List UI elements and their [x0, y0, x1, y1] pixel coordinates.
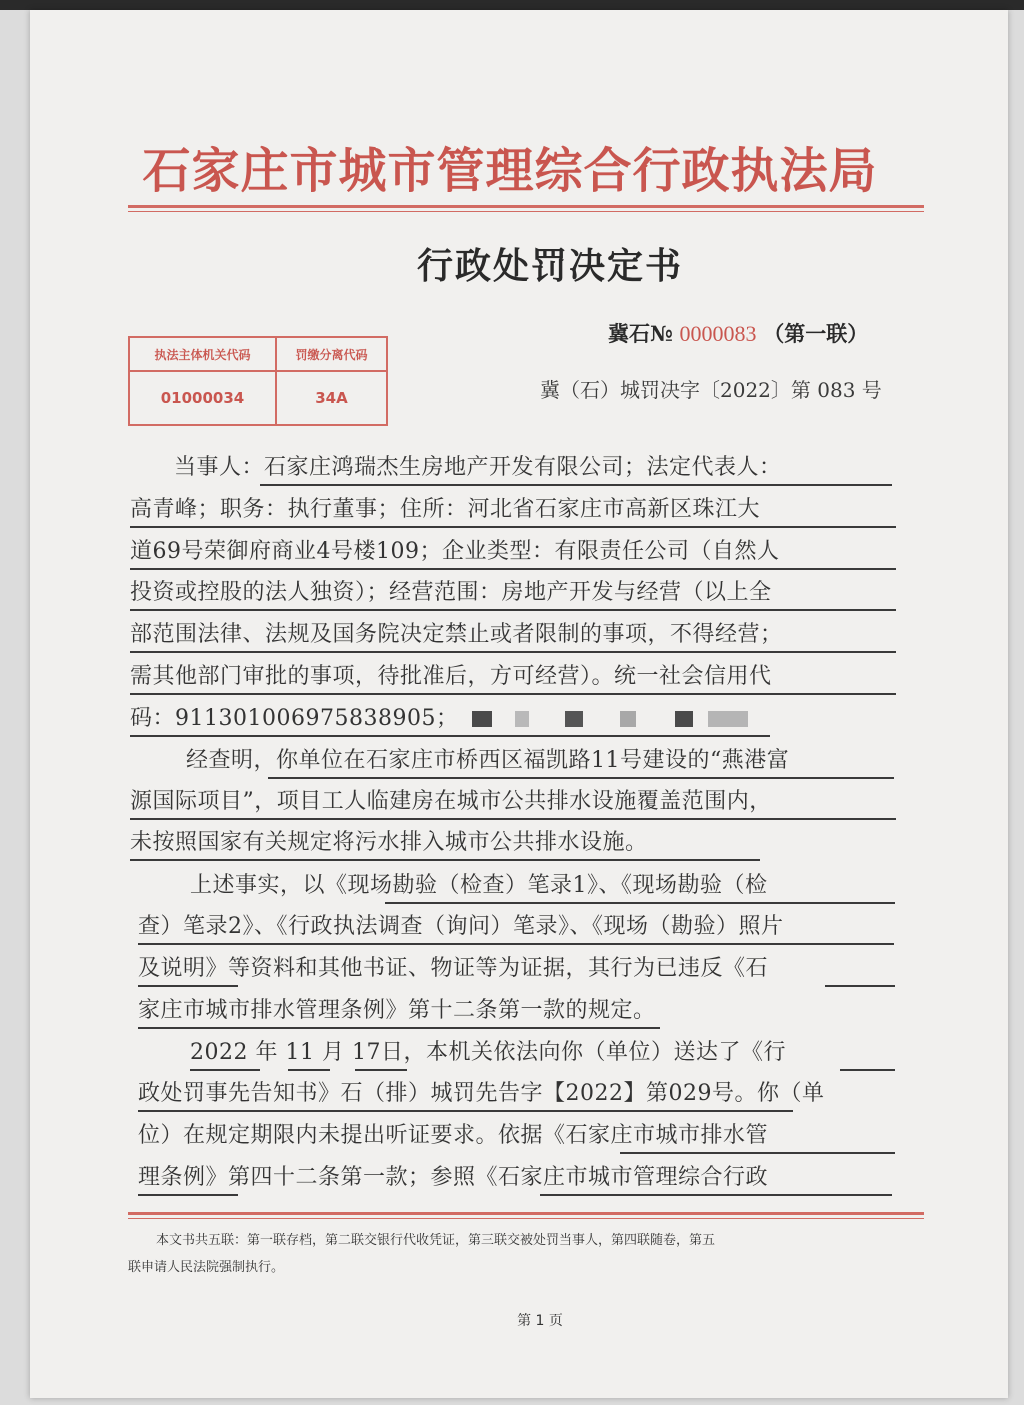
body-line: 道69号荣御府商业4号楼109；企业类型：有限责任公司（自然人 — [130, 539, 780, 564]
body-line: 位）在规定期限内未提出听证要求。依据《石家庄市城市排水管 — [138, 1123, 769, 1148]
body-line: 高青峰；职务：执行董事；住所：河北省石家庄市高新区珠江大 — [130, 497, 761, 522]
underline — [130, 568, 896, 570]
letterhead-rule-thick — [128, 205, 924, 208]
fine-code-label: 罚缴分离代码 — [276, 337, 387, 371]
underline — [620, 1152, 895, 1154]
underline — [130, 735, 770, 737]
underline — [385, 902, 895, 904]
bureau-name: 石家庄市城市管理综合行政执法局 — [142, 143, 878, 199]
underline — [130, 609, 896, 611]
redaction-mark — [565, 711, 583, 727]
body-line: 未按照国家有关规定将污水排入城市公共排水设施。 — [130, 830, 648, 855]
underline — [190, 1069, 260, 1071]
serial-prefix: 冀石№ — [608, 321, 673, 346]
underline — [138, 985, 238, 987]
underline — [130, 693, 896, 695]
underline — [138, 943, 894, 945]
code-table — [128, 336, 388, 426]
underline — [540, 1194, 892, 1196]
top-border-strip — [0, 0, 1024, 10]
body-line: 查）笔录2》、《行政执法调查（询问）笔录》、《现场（勘验）照片 — [138, 914, 784, 939]
redaction-mark — [515, 711, 529, 727]
redaction-mark — [675, 711, 693, 727]
body-line: 码：911301006975838905； — [130, 706, 459, 731]
underline — [268, 777, 894, 779]
underline — [288, 1069, 330, 1071]
underline — [355, 1069, 407, 1071]
footnote-line: 联申请人民法院强制执行。 — [128, 1260, 285, 1275]
page-number: 第 1 页 — [517, 1313, 563, 1329]
agency-code-label: 执法主体机关代码 — [129, 337, 276, 371]
body-line: 理条例》第四十二条第一款；参照《石家庄市城市管理综合行政 — [138, 1165, 769, 1190]
underline — [130, 859, 760, 861]
document-title: 行政处罚决定书 — [416, 245, 683, 287]
body-line: 部范围法律、法规及国务院决定禁止或者限制的事项，不得经营； — [130, 622, 783, 647]
underline — [825, 985, 895, 987]
body-line: 当事人：石家庄鸿瑞杰生房地产开发有限公司；法定代表人： — [174, 455, 782, 480]
letterhead-rule-thin — [128, 211, 924, 212]
body-line: 投资或控股的法人独资）；经营范围：房地产开发与经营（以上全 — [130, 580, 772, 605]
serial-value: 0000083 — [679, 321, 757, 346]
serial-number — [608, 318, 868, 348]
underline — [138, 1194, 238, 1196]
underline — [138, 1027, 660, 1029]
body-line: 政处罚事先告知书》石（排）城罚先告字【2022】第029号。你（单 — [138, 1081, 825, 1106]
body-line: 上述事实，以《现场勘验（检查）笔录1》、《现场勘验（检 — [190, 873, 768, 898]
underline — [130, 818, 896, 820]
redaction-mark — [472, 711, 492, 727]
underline — [840, 1069, 895, 1071]
case-number: 冀（石）城罚决字〔2022〕第 083 号 — [540, 378, 882, 402]
footer-rule-thin — [128, 1218, 924, 1219]
body-line: 源国际项目”，项目工人临建房在城市公共排水设施覆盖范围内， — [130, 789, 772, 814]
underline — [130, 526, 896, 528]
body-line: 2022 年 11 月 17日，本机关依法向你（单位）送达了《行 — [190, 1040, 786, 1065]
serial-copy-label: （第一联） — [763, 321, 869, 346]
fine-code-value: 34A — [276, 371, 387, 425]
underline — [138, 1110, 793, 1112]
body-line: 家庄市城市排水管理条例》第十二条第一款的规定。 — [138, 998, 656, 1023]
redaction-mark — [708, 711, 748, 727]
footer-rule-thick — [128, 1212, 924, 1215]
agency-code-value: 01000034 — [129, 371, 276, 425]
underline — [130, 651, 896, 653]
underline — [260, 484, 892, 486]
body-line: 及说明》等资料和其他书证、物证等为证据，其行为已违反《石 — [138, 956, 769, 981]
body-line: 经查明，你单位在石家庄市桥西区福凯路11号建设的“燕港富 — [186, 748, 790, 773]
footnote-line: 本文书共五联：第一联存档，第二联交银行代收凭证，第三联交被处罚当事人，第四联随卷，第五 — [156, 1233, 716, 1248]
body-line: 需其他部门审批的事项，待批准后，方可经营）。统一社会信用代 — [130, 664, 772, 689]
redaction-mark — [620, 711, 636, 727]
